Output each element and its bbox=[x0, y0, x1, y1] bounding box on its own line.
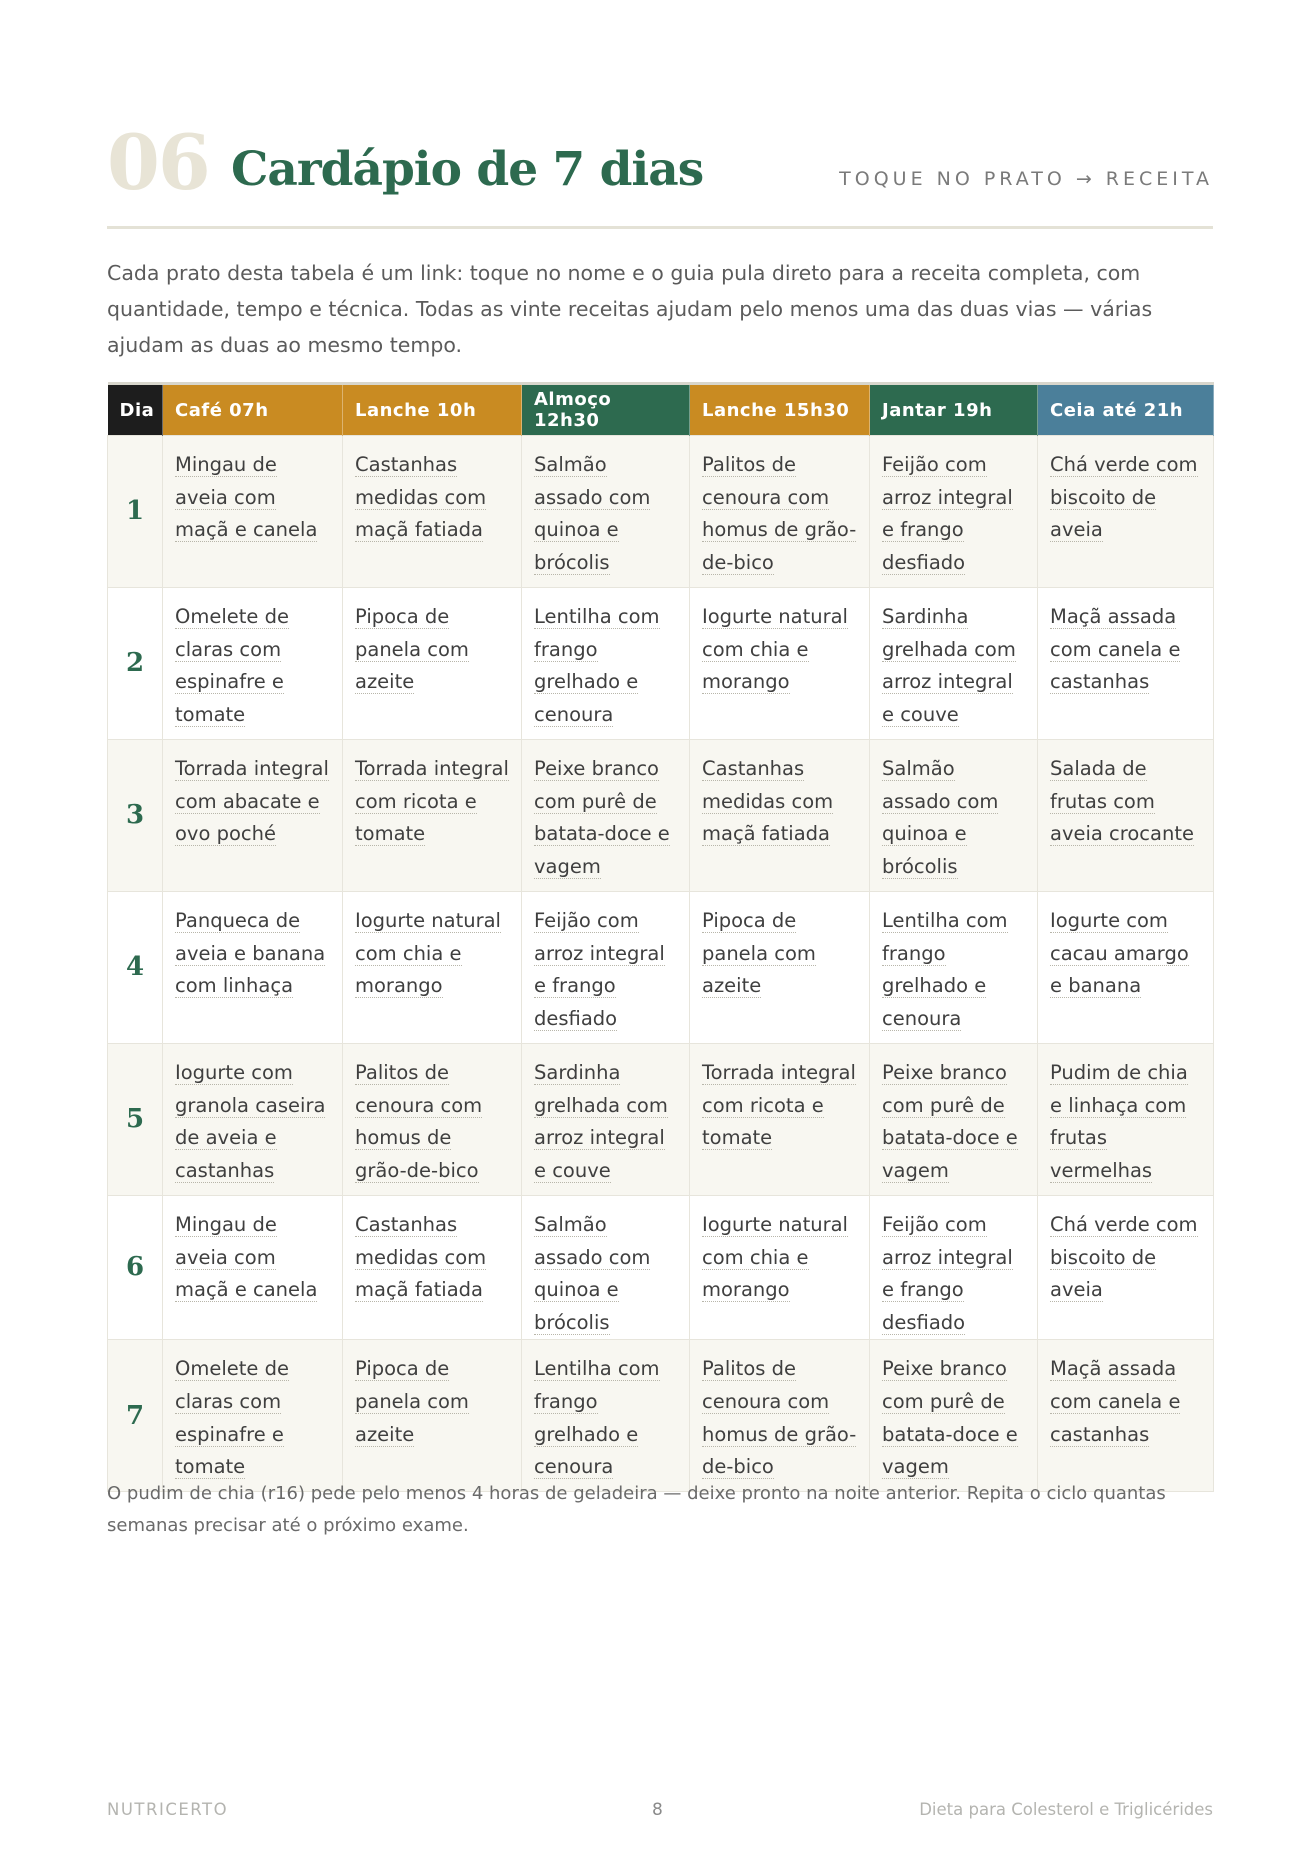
recipe-link[interactable]: Omelete de claras com espinafre e tomate bbox=[175, 605, 289, 726]
column-header-jantar: Jantar 19h bbox=[870, 384, 1038, 436]
recipe-link[interactable]: Torrada integral com ricota e tomate bbox=[355, 757, 509, 846]
column-header-lanche-manha: Lanche 10h bbox=[343, 384, 522, 436]
meal-cell bbox=[343, 436, 522, 588]
meal-cell bbox=[522, 892, 690, 1044]
recipe-link[interactable]: Lentilha com frango grelhado e cenoura bbox=[534, 605, 660, 726]
recipe-link[interactable]: Peixe branco com purê de batata-doce e vagem bbox=[534, 757, 670, 878]
meal-cell bbox=[1038, 1340, 1214, 1492]
day-number: 4 bbox=[108, 892, 163, 1044]
meal-cell bbox=[343, 1044, 522, 1196]
meal-cell bbox=[690, 1196, 870, 1340]
recipe-link[interactable]: Salada de frutas com aveia crocante bbox=[1050, 757, 1194, 846]
column-header-cafe: Café 07h bbox=[163, 384, 343, 436]
recipe-link[interactable]: Feijão com arroz integral e frango desfiado bbox=[882, 1213, 1013, 1334]
meal-cell bbox=[870, 892, 1038, 1044]
recipe-link[interactable]: Feijão com arroz integral e frango desfiado bbox=[882, 453, 1013, 574]
column-header-dia: Dia bbox=[108, 384, 163, 436]
meal-cell bbox=[343, 1196, 522, 1340]
day-number: 2 bbox=[108, 588, 163, 740]
recipe-link[interactable]: Peixe branco com purê de batata-doce e vagem bbox=[882, 1357, 1018, 1479]
meal-cell bbox=[690, 892, 870, 1044]
meal-cell bbox=[870, 436, 1038, 588]
recipe-link[interactable]: Palitos de cenoura com homus de grão-de-bico bbox=[702, 453, 857, 574]
intro-paragraph: Cada prato desta tabela é um link: toque no nome e o guia pula direto para a receita completa, com quantidade, tempo e técnica. Todas as vinte receitas ajudam pelo menos uma das duas vias — várias ajudam as duas ao mesmo tempo. bbox=[107, 261, 1153, 357]
footer-brand: NUTRICERTO bbox=[107, 1800, 229, 1819]
day-number: 1 bbox=[108, 436, 163, 588]
recipe-link[interactable]: Peixe branco com purê de batata-doce e vagem bbox=[882, 1061, 1018, 1182]
recipe-link[interactable]: Castanhas medidas com maçã fatiada bbox=[355, 1213, 487, 1302]
section-number: 06 bbox=[107, 118, 209, 207]
footnote: O pudim de chia (r16) pede pelo menos 4 horas de geladeira — deixe pronto na noite anterior. Repita o ciclo quantas semanas precisar até o próximo exame. bbox=[107, 1483, 1166, 1536]
recipe-link[interactable]: Salmão assado com quinoa e brócolis bbox=[534, 1213, 651, 1334]
recipe-link[interactable]: Maçã assada com canela e castanhas bbox=[1050, 1357, 1181, 1446]
table-body bbox=[108, 436, 1214, 1492]
table-header-row bbox=[108, 384, 1214, 436]
table-row bbox=[108, 1340, 1214, 1492]
section-title: Cardápio de 7 dias bbox=[231, 142, 704, 197]
meal-cell bbox=[870, 740, 1038, 892]
column-header-almoco: Almoço 12h30 bbox=[522, 384, 690, 436]
meal-cell bbox=[163, 740, 343, 892]
recipe-link[interactable]: Pipoca de panela com azeite bbox=[355, 1357, 469, 1446]
day-number: 3 bbox=[108, 740, 163, 892]
table-row bbox=[108, 1196, 1214, 1340]
recipe-link[interactable]: Iogurte natural com chia e morango bbox=[702, 605, 848, 694]
footer-doc-title: Dieta para Colesterol e Triglicérides bbox=[919, 1800, 1213, 1819]
recipe-link[interactable]: Omelete de claras com espinafre e tomate bbox=[175, 1357, 289, 1479]
recipe-link[interactable]: Palitos de cenoura com homus de grão-de-bico bbox=[702, 1357, 857, 1479]
meal-cell bbox=[870, 588, 1038, 740]
recipe-link[interactable]: Salmão assado com quinoa e brócolis bbox=[534, 453, 651, 574]
meal-cell bbox=[163, 436, 343, 588]
meal-cell bbox=[343, 892, 522, 1044]
day-number: 6 bbox=[108, 1196, 163, 1340]
column-header-lanche-tarde: Lanche 15h30 bbox=[690, 384, 870, 436]
menu-table bbox=[107, 382, 1214, 1492]
meal-cell bbox=[870, 1044, 1038, 1196]
meal-cell bbox=[1038, 740, 1214, 892]
meal-cell bbox=[163, 1340, 343, 1492]
recipe-link[interactable]: Mingau de aveia com maçã e canela bbox=[175, 453, 318, 542]
recipe-link[interactable]: Lentilha com frango grelhado e cenoura bbox=[882, 909, 1008, 1030]
recipe-link[interactable]: Lentilha com frango grelhado e cenoura bbox=[534, 1357, 660, 1479]
recipe-link[interactable]: Palitos de cenoura com homus de grão-de-bico bbox=[355, 1061, 483, 1182]
meal-cell bbox=[1038, 1044, 1214, 1196]
recipe-link[interactable]: Pipoca de panela com azeite bbox=[355, 605, 469, 694]
table-row bbox=[108, 588, 1214, 740]
day-number: 7 bbox=[108, 1340, 163, 1492]
meal-cell bbox=[163, 892, 343, 1044]
meal-cell bbox=[522, 588, 690, 740]
meal-cell bbox=[1038, 892, 1214, 1044]
recipe-link[interactable]: Iogurte com cacau amargo e banana bbox=[1050, 909, 1189, 998]
meal-cell bbox=[1038, 436, 1214, 588]
meal-cell bbox=[1038, 588, 1214, 740]
table-row bbox=[108, 740, 1214, 892]
recipe-link[interactable]: Sardinha grelhada com arroz integral e couve bbox=[882, 605, 1016, 726]
recipe-link[interactable]: Iogurte natural com chia e morango bbox=[355, 909, 501, 998]
recipe-link[interactable]: Pipoca de panela com azeite bbox=[702, 909, 816, 998]
tap-hint: TOQUE NO PRATO → RECEITA bbox=[839, 168, 1213, 190]
meal-cell bbox=[343, 588, 522, 740]
meal-cell bbox=[870, 1196, 1038, 1340]
meal-cell bbox=[690, 436, 870, 588]
meal-cell bbox=[522, 1044, 690, 1196]
meal-cell bbox=[522, 740, 690, 892]
meal-cell bbox=[1038, 1196, 1214, 1340]
meal-cell bbox=[690, 588, 870, 740]
meal-cell bbox=[522, 1340, 690, 1492]
meal-cell bbox=[163, 1196, 343, 1340]
recipe-link[interactable]: Torrada integral com ricota e tomate bbox=[702, 1061, 856, 1150]
table-row bbox=[108, 892, 1214, 1044]
meal-cell bbox=[690, 740, 870, 892]
meal-cell bbox=[343, 740, 522, 892]
recipe-link[interactable]: Salmão assado com quinoa e brócolis bbox=[882, 757, 999, 878]
table-row bbox=[108, 436, 1214, 588]
day-number: 5 bbox=[108, 1044, 163, 1196]
recipe-link[interactable]: Sardinha grelhada com arroz integral e couve bbox=[534, 1061, 668, 1182]
meal-cell bbox=[163, 588, 343, 740]
recipe-link[interactable]: Pudim de chia e linhaça com frutas vermelhas bbox=[1050, 1061, 1188, 1182]
recipe-link[interactable]: Iogurte natural com chia e morango bbox=[702, 1213, 848, 1302]
recipe-link[interactable]: Mingau de aveia com maçã e canela bbox=[175, 1213, 318, 1302]
recipe-link[interactable]: Castanhas medidas com maçã fatiada bbox=[702, 757, 834, 846]
section-header bbox=[107, 118, 1213, 229]
recipe-link[interactable]: Chá verde com biscoito de aveia bbox=[1050, 1213, 1198, 1302]
column-header-ceia: Ceia até 21h bbox=[1038, 384, 1214, 436]
recipe-link[interactable]: Castanhas medidas com maçã fatiada bbox=[355, 453, 487, 542]
meal-cell bbox=[163, 1044, 343, 1196]
meal-cell bbox=[870, 1340, 1038, 1492]
table-row bbox=[108, 1044, 1214, 1196]
recipe-link[interactable]: Iogurte com granola caseira de aveia e castanhas bbox=[175, 1061, 326, 1182]
meal-cell bbox=[522, 1196, 690, 1340]
meal-cell bbox=[522, 436, 690, 588]
recipe-link[interactable]: Feijão com arroz integral e frango desfiado bbox=[534, 909, 665, 1030]
meal-cell bbox=[690, 1044, 870, 1196]
recipe-link[interactable]: Chá verde com biscoito de aveia bbox=[1050, 453, 1198, 542]
recipe-link[interactable]: Torrada integral com abacate e ovo poché bbox=[175, 757, 329, 846]
page-number: 8 bbox=[652, 1800, 663, 1820]
recipe-link[interactable]: Panqueca de aveia e banana com linhaça bbox=[175, 909, 326, 998]
recipe-link[interactable]: Maçã assada com canela e castanhas bbox=[1050, 605, 1181, 694]
meal-cell bbox=[690, 1340, 870, 1492]
meal-cell bbox=[343, 1340, 522, 1492]
